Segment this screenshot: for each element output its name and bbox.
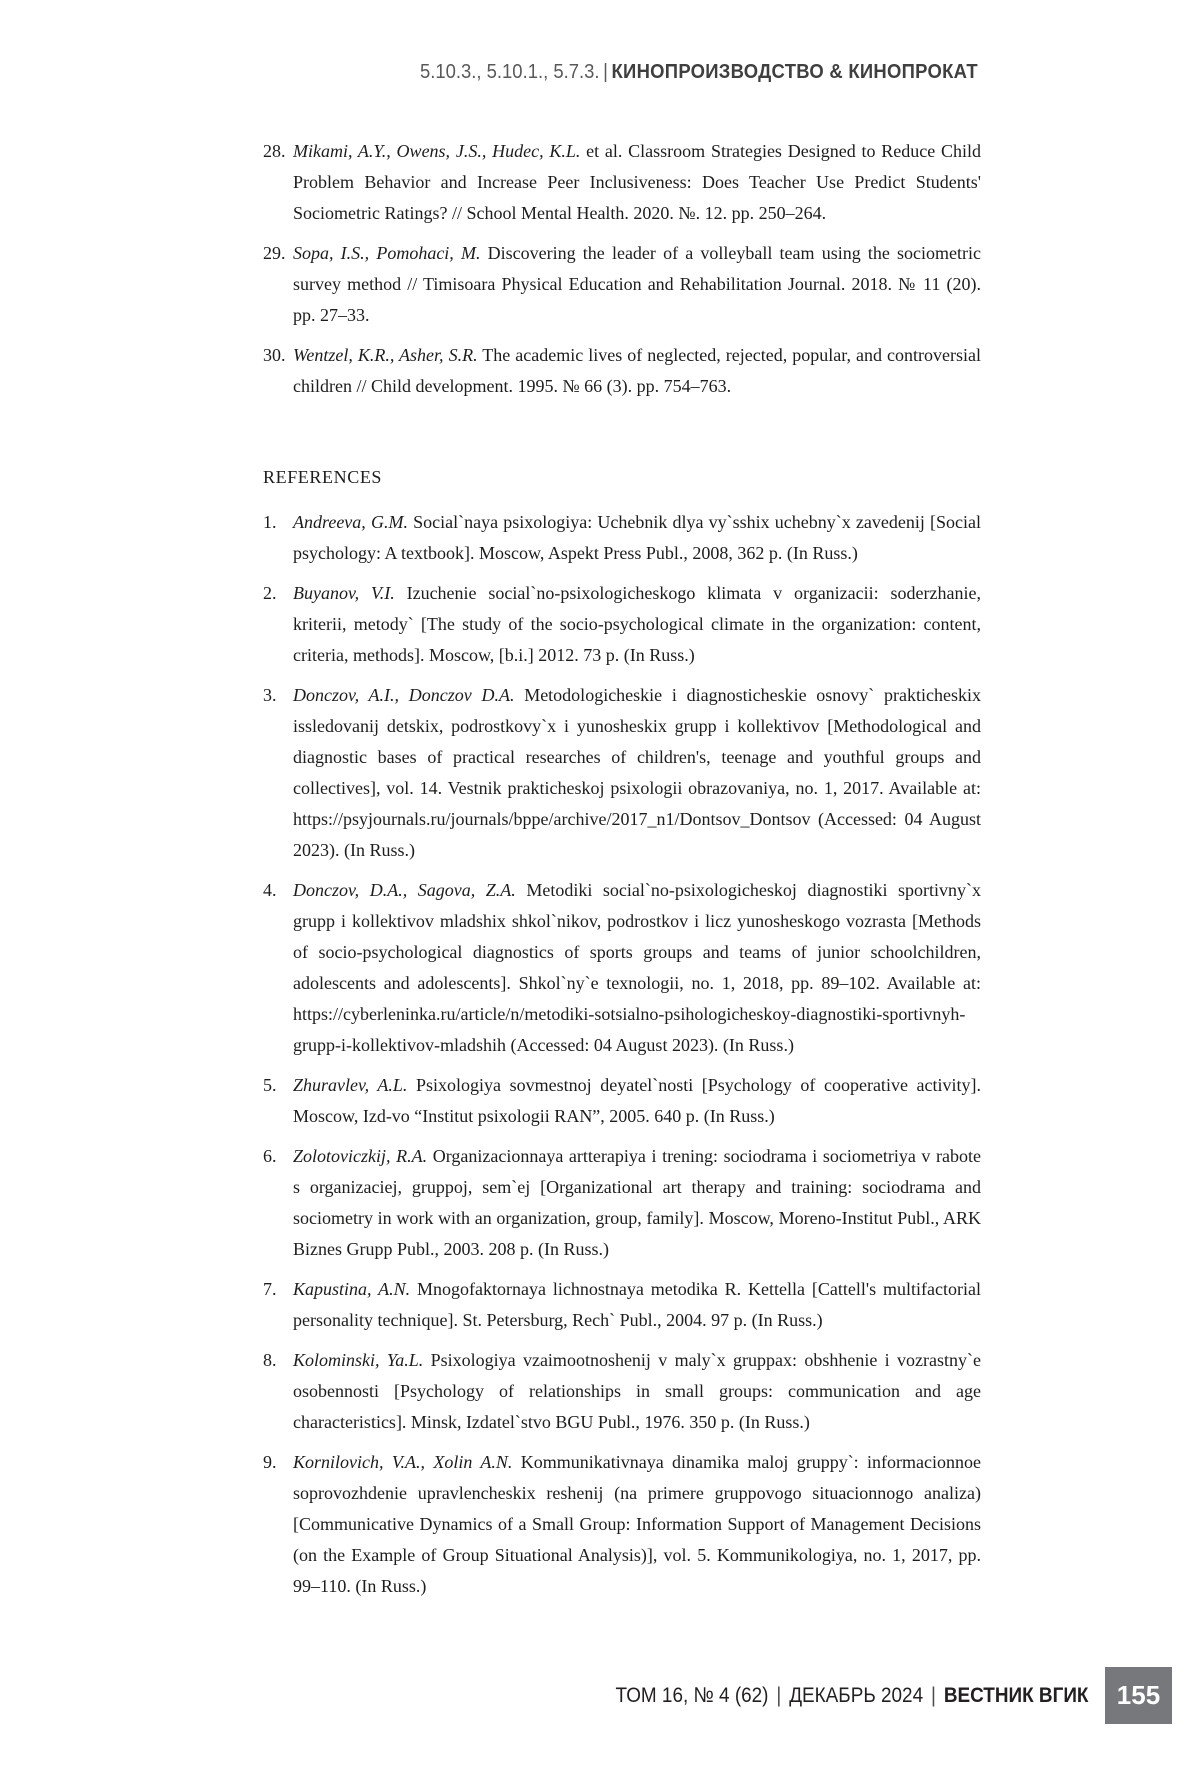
reference-number: 2. — [263, 583, 277, 603]
reference-authors: Mikami, A.Y., Owens, J.S., Hudec, K.L. — [293, 141, 581, 161]
header-separator: | — [603, 60, 609, 83]
reference-authors: Kapustina, A.N. — [293, 1279, 411, 1299]
reference-item — [263, 238, 981, 331]
reference-text: The academic lives of neglected, rejected, popular, and controversial children // Child development. 1995. № 66 (3). pp. 754–763. — [293, 345, 982, 396]
reference-item — [263, 578, 981, 671]
reference-number: 5. — [263, 1075, 277, 1095]
reference-text: Psixologiya sovmestnoj deyatel`nosti [Psychology of cooperative activity]. Moscow, Izd-vo “Institut psixologii RAN”, 2005. 640 p. (In Russ.) — [293, 1075, 981, 1126]
reference-text: Mnogofaktornaya lichnostnaya metodika R. Kettella [Cattell's multifactorial personality technique]. St. Petersburg, Rech` Publ., 2004. 97 p. (In Russ.) — [293, 1279, 981, 1330]
reference-number: 6. — [263, 1146, 277, 1166]
reference-text: Kommunikativnaya dinamika maloj gruppy`: informacionnoe soprovozhdenie upravlencheskix reshenij (na primere gruppovogo situacionnogo analiza) [Communicative Dynamics of a Small Group: Information Support of Management Decisions (on the Example of Group Situational Analysis)], vol. 5. Kommunikologiya, no. 1, 2017, pp. 99–110. (In Russ.) — [293, 1452, 981, 1596]
footer-date: ДЕКАБРЬ 2024 — [788, 1683, 923, 1707]
reference-text: Izuchenie social`no-psixologicheskogo klimata v organizacii: soderzhanie, kriterii, metody` [The study of the socio-psychological climate in the organization: content, criteria, methods]. Moscow, [b.i.] 2012. 73 p. (In Russ.) — [293, 583, 981, 665]
running-header — [420, 60, 978, 84]
footer-journal-name: ВЕСТНИК ВГИК — [943, 1683, 1088, 1707]
reference-text: Organizacionnaya artterapiya i trening: sociodrama i sociometriya v rabote s organizaciej, gruppoj, sem`ej [Organizational art therapy and training: sociodrama and sociometry in work with an organization, group, family]. Moscow, Moreno-Institut Publ., ARK Biznes Grupp Publ., 2003. 208 p. (In Russ.) — [293, 1146, 981, 1259]
reference-authors: Buyanov, V.I. — [293, 583, 395, 603]
header-udc-codes: 5.10.3., 5.10.1., 5.7.3. — [420, 60, 600, 83]
reference-text: Discovering the leader of a volleyball team using the sociometric survey method // Timisoara Physical Education and Rehabilitation Journal. 2018. № 11 (20). pp. 27–33. — [293, 243, 981, 325]
reference-authors: Wentzel, K.R., Asher, S.R. — [293, 345, 478, 365]
reference-authors: Kolominski, Ya.L. — [293, 1350, 424, 1370]
footer-separator: | — [775, 1683, 781, 1707]
header-section-title: КИНОПРОИЗВОДСТВО & КИНОПРОКАТ — [611, 60, 978, 83]
page-number-badge — [1105, 1667, 1172, 1724]
reference-text: Social`naya psixologiya: Uchebnik dlya vy`sshix uchebny`x zavedenij [Social psychology: A textbook]. Moscow, Aspekt Press Publ., 2008, 362 p. (In Russ.) — [293, 512, 982, 563]
page-number: 155 — [1116, 1680, 1161, 1710]
reference-item — [263, 680, 981, 866]
references-heading: REFERENCES — [263, 467, 383, 487]
reference-item — [263, 340, 981, 402]
reference-authors: Sopa, I.S., Pomohaci, M. — [293, 243, 481, 263]
reference-number: 28. — [263, 141, 286, 161]
reference-authors: Andreeva, G.M. — [293, 512, 408, 532]
reference-number: 30. — [263, 345, 286, 365]
reference-text: et al. Classroom Strategies Designed to Reduce Child Problem Behavior and Increase Peer Inclusiveness: Does Teacher Use Predict Students' Sociometric Ratings? // School Mental Health. 2020. №. 12. pp. 250–264. — [293, 141, 981, 223]
reference-item — [263, 1274, 981, 1336]
page-content — [263, 136, 981, 1611]
reference-text: Metodiki social`no-psixologicheskoj diagnostiki sportivny`x grupp i kollektivov mladshix shkol`nikov, podrostkov i licz yunosheskogo vozrasta [Methods of socio-psychological diagnostics of sports groups and teams of junior schoolchildren, adolescents and adolescents]. Shkol`ny`e texnologii, no. 1, 2018, pp. 89–102. Available at: https://cyberleninka.ru/article/n/metodiki-sotsialno-psihologicheskoy-diagnostiki-sportivnyh-grupp-i-kollektivov-mladshih (Accessed: 04 August 2023). (In Russ.) — [293, 880, 981, 1055]
reference-number: 29. — [263, 243, 286, 263]
reference-number: 8. — [263, 1350, 277, 1370]
reference-authors: Zolotoviczkij, R.A. — [293, 1146, 428, 1166]
reference-item — [263, 1070, 981, 1132]
reference-authors: Donczov, D.A., Sagova, Z.A. — [293, 880, 516, 900]
reference-number: 9. — [263, 1452, 277, 1472]
reference-authors: Donczov, A.I., Donczov D.A. — [293, 685, 515, 705]
reference-item — [263, 1447, 981, 1602]
reference-text: Metodologicheskie i diagnosticheskie osnovy` prakticheskix issledovanij detskix, podrostkovy`x i yunosheskix grupp i kollektivov [Methodological and diagnostic bases of practical researches of children's, teenage and youthful groups and collectives], vol. 14. Vestnik prakticheskoj psixologii obrazovaniya, no. 1, 2017. Available at: https://psyjournals.ru/journals/bppe/archive/2017_n1/Dontsov_Dontsov (Accessed: 04 August 2023). (In Russ.) — [293, 685, 981, 860]
reference-number: 7. — [263, 1279, 277, 1299]
reference-number: 4. — [263, 880, 277, 900]
reference-authors: Zhuravlev, A.L. — [293, 1075, 408, 1095]
reference-item — [263, 1141, 981, 1265]
reference-authors: Kornilovich, V.A., Xolin A.N. — [293, 1452, 513, 1472]
footer-separator: | — [930, 1683, 936, 1707]
reference-text: Psixologiya vzaimootnoshenij v maly`x gruppax: obshhenie i vozrastny`e osobennosti [Psychology of relationships in small groups: communication and age characteristics]. Minsk, Izdatel`stvo BGU Publ., 1976. 350 p. (In Russ.) — [293, 1350, 981, 1432]
reference-item — [263, 507, 981, 569]
reference-item — [263, 136, 981, 229]
reference-item — [263, 875, 981, 1061]
footer-issue-line — [615, 1667, 1088, 1724]
references-list — [263, 507, 981, 1602]
reference-number: 3. — [263, 685, 277, 705]
reference-number: 1. — [263, 512, 277, 532]
footer-volume: ТОМ 16, № 4 (62) — [615, 1683, 769, 1707]
reference-item — [263, 1345, 981, 1438]
bibliography-continued-list — [263, 136, 981, 402]
